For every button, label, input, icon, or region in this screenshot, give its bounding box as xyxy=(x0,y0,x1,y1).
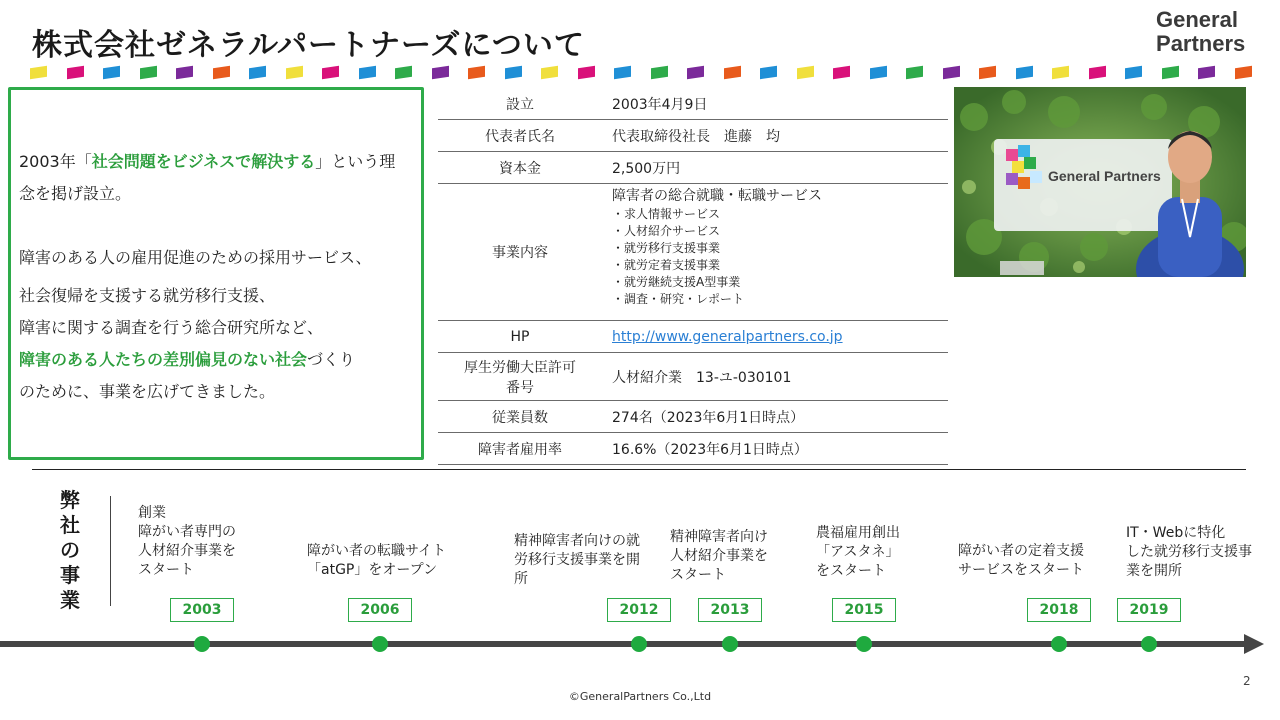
timeline-dot-2015 xyxy=(856,636,872,652)
garland-flag xyxy=(906,66,923,79)
garland-flag xyxy=(943,66,960,79)
event-text-2012 xyxy=(514,532,640,589)
event-line: 「アスタネ」 xyxy=(816,544,900,560)
event-text-2019 xyxy=(1126,524,1252,581)
table-row xyxy=(438,152,948,184)
logo-text-partners: artners xyxy=(1170,31,1246,56)
business-item: ・求人情報サービス xyxy=(612,207,721,221)
timeline-dot-2019 xyxy=(1141,636,1157,652)
year-badge-2015: 2015 xyxy=(832,598,896,622)
event-line: 精神障害者向けの就 xyxy=(514,533,640,549)
table-row xyxy=(438,120,948,152)
event-line: サービスをスタート xyxy=(958,562,1084,578)
garland-flag xyxy=(833,66,850,79)
event-text-2015 xyxy=(816,524,900,581)
logo-text-general: eneral xyxy=(1173,7,1238,32)
row-key: 従業員数 xyxy=(438,401,602,433)
garland-flag xyxy=(979,66,996,79)
timeline-dot-2006 xyxy=(372,636,388,652)
garland-flag xyxy=(249,66,266,79)
business-heading: 障害者の総合就職・転職サービス xyxy=(612,188,822,204)
company-logo xyxy=(1156,8,1266,56)
year-badge-2012: 2012 xyxy=(607,598,671,622)
garland-flag xyxy=(541,66,558,79)
garland-flag xyxy=(103,66,120,79)
row-value: 人材紹介業 13-ユ-030101 xyxy=(602,353,948,401)
garland-flag xyxy=(213,66,230,79)
photo-sign-text: General Partners xyxy=(1048,168,1161,184)
intro-line-3: 障害のある人の雇用促進のための採用サービス、 xyxy=(19,248,372,267)
business-item: ・就労継続支援A型事業 xyxy=(612,275,741,289)
row-value: 2,500万円 xyxy=(602,152,948,184)
timeline-arrowhead-icon xyxy=(1244,634,1264,654)
intro-line-6 xyxy=(19,344,419,376)
garland-flag xyxy=(1016,66,1033,79)
event-line: 人材紹介事業を xyxy=(138,543,236,559)
garland-flag xyxy=(176,66,193,79)
business-item: ・就労移行支援事業 xyxy=(612,241,721,255)
row-value: 2003年4月9日 xyxy=(602,88,948,120)
garland-flag xyxy=(1162,66,1179,79)
timeline-section-label xyxy=(58,488,82,613)
page-title: 株式会社ゼネラルパートナーズについて xyxy=(32,28,585,63)
timeline-dot-2003 xyxy=(194,636,210,652)
garland-flag xyxy=(1125,66,1142,79)
garland-flag xyxy=(724,66,741,79)
event-line: スタート xyxy=(670,567,726,583)
office-photo xyxy=(954,87,1246,277)
intro-line-4: 社会復帰を支援する就労移行支援、 xyxy=(19,286,276,305)
business-item: ・調査・研究・レポート xyxy=(612,292,745,306)
event-text-2018 xyxy=(958,542,1084,580)
intro-highlight-2: 障害のある人たちの差別偏見のない社会 xyxy=(19,350,308,369)
label-char: 事 xyxy=(60,563,80,587)
row-key xyxy=(438,353,602,401)
table-row xyxy=(438,433,948,465)
event-line: をスタート xyxy=(816,563,886,579)
intro-line-1 xyxy=(19,146,419,178)
label-separator xyxy=(110,496,111,606)
garland-flag xyxy=(395,66,412,79)
business-item: ・人材紹介サービス xyxy=(612,224,721,238)
garland-flag xyxy=(359,66,376,79)
decorative-flag-garland xyxy=(0,62,1280,82)
intro-highlight-1: 社会問題をビジネスで解決する xyxy=(91,152,316,171)
garland-flag xyxy=(1198,66,1215,79)
row-key: 障害者雇用率 xyxy=(438,433,602,465)
event-line: 創業 xyxy=(138,505,166,521)
timeline-dot-2018 xyxy=(1051,636,1067,652)
intro-line-7: のために、事業を広げてきました。 xyxy=(19,382,276,401)
homepage-link[interactable]: http://www.generalpartners.co.jp xyxy=(612,328,843,345)
garland-flag xyxy=(651,66,668,79)
year-badge-2019: 2019 xyxy=(1117,598,1181,622)
garland-flag xyxy=(870,66,887,79)
intro-box xyxy=(8,87,424,460)
table-row xyxy=(438,401,948,433)
garland-flag xyxy=(67,66,84,79)
intro-text: づくり xyxy=(307,350,356,369)
label-char: 業 xyxy=(60,588,80,612)
business-item: ・就労定着支援事業 xyxy=(612,258,721,272)
garland-flag xyxy=(30,66,47,79)
event-line: 業を開所 xyxy=(1126,563,1182,579)
event-line: 労移行支援事業を開 xyxy=(514,552,640,568)
row-key: 事業内容 xyxy=(438,184,602,321)
event-line: 人材紹介事業を xyxy=(670,548,768,564)
event-line: した就労移行支援事 xyxy=(1126,544,1252,560)
company-info-table xyxy=(438,88,948,465)
intro-line-2: 念を掲げ設立。 xyxy=(19,184,132,203)
garland-flag xyxy=(286,66,303,79)
event-line: 所 xyxy=(514,571,528,587)
intro-text: 2003年「 xyxy=(19,152,92,171)
event-line: 障がい者の転職サイト xyxy=(307,543,447,559)
row-value-business xyxy=(602,184,948,321)
event-line: IT・Webに特化 xyxy=(1126,525,1226,541)
table-row-business xyxy=(438,184,948,321)
row-value xyxy=(602,321,948,353)
table-row xyxy=(438,88,948,120)
label-char: 社 xyxy=(60,513,80,537)
office-photo-illustration xyxy=(954,87,1246,277)
timeline-dot-2013 xyxy=(722,636,738,652)
intro-line-5: 障害に関する調査を行う総合研究所など、 xyxy=(19,318,324,337)
row-value: 16.6%（2023年6月1日時点） xyxy=(602,433,948,465)
row-key: 代表者氏名 xyxy=(438,120,602,152)
year-badge-2018: 2018 xyxy=(1027,598,1091,622)
garland-flag xyxy=(1052,66,1069,79)
table-row xyxy=(438,353,948,401)
logo-cap-p: P xyxy=(1156,31,1171,56)
event-line: スタート xyxy=(138,562,194,578)
row-key: HP xyxy=(438,321,602,353)
event-line: 「atGP」をオープン xyxy=(307,562,438,578)
year-badge-2013: 2013 xyxy=(698,598,762,622)
row-value: 代表取締役社長 進藤 均 xyxy=(602,120,948,152)
timeline-dot-2012 xyxy=(631,636,647,652)
event-line: 農福雇用創出 xyxy=(816,525,900,541)
garland-flag xyxy=(322,66,339,79)
section-divider xyxy=(32,469,1246,470)
row-key: 資本金 xyxy=(438,152,602,184)
garland-flag xyxy=(140,66,157,79)
table-row xyxy=(438,321,948,353)
event-text-2013 xyxy=(670,528,768,585)
garland-flag xyxy=(614,66,631,79)
row-key: 設立 xyxy=(438,88,602,120)
row-value: 274名（2023年6月1日時点） xyxy=(602,401,948,433)
row-key-line: 厚生労働大臣許可 xyxy=(464,359,576,376)
garland-flag xyxy=(578,66,595,79)
event-line: 障がい者専門の xyxy=(138,524,236,540)
label-char: の xyxy=(60,538,80,562)
garland-flag xyxy=(432,66,449,79)
copyright-footer: ©GeneralPartners Co.,Ltd xyxy=(568,690,712,703)
row-key-line: 番号 xyxy=(506,379,534,396)
intro-text: 」という理 xyxy=(315,152,396,171)
garland-flag xyxy=(797,66,814,79)
garland-flag xyxy=(1089,66,1106,79)
garland-flag xyxy=(760,66,777,79)
year-badge-2006: 2006 xyxy=(348,598,412,622)
event-text-2006 xyxy=(307,542,446,580)
logo-cap-g: G xyxy=(1156,7,1174,32)
garland-flag xyxy=(687,66,704,79)
year-badge-2003: 2003 xyxy=(170,598,234,622)
event-line: 障がい者の定着支援 xyxy=(958,543,1084,559)
page-number: 2 xyxy=(1243,674,1251,688)
event-text-2003 xyxy=(138,504,236,580)
garland-flag xyxy=(505,66,522,79)
garland-flag xyxy=(468,66,485,79)
garland-flag xyxy=(1235,66,1252,79)
label-char: 弊 xyxy=(60,488,80,512)
event-line: 精神障害者向け xyxy=(670,529,768,545)
